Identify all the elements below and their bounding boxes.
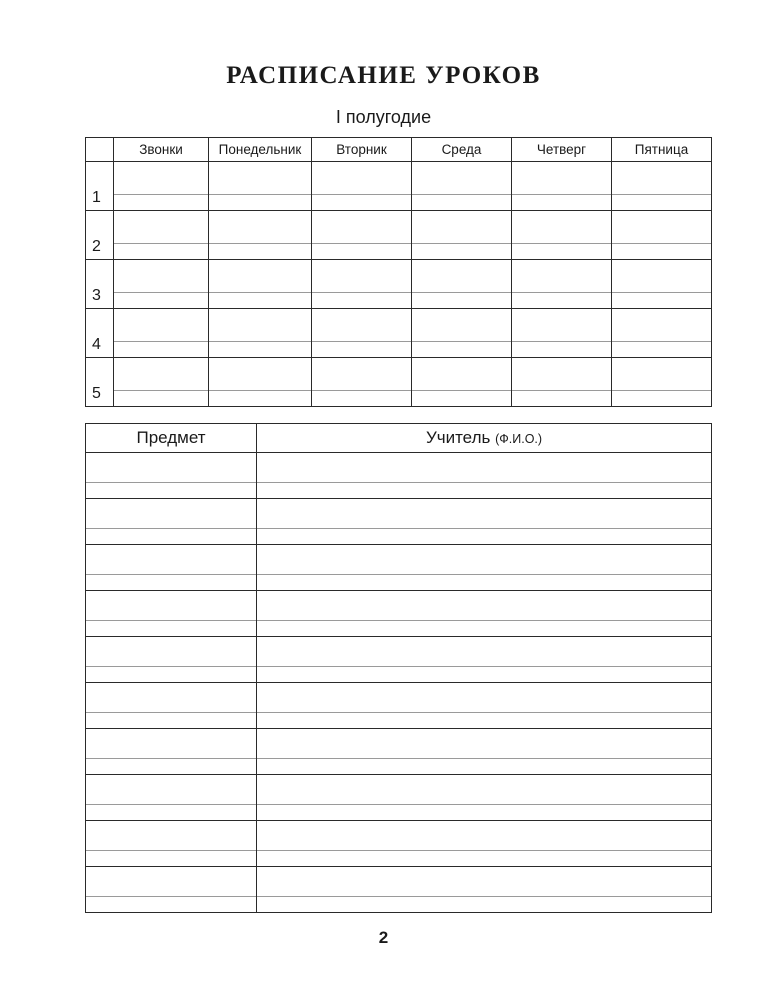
monday-cell[interactable] — [209, 211, 312, 260]
column-header-friday: Пятница — [612, 138, 712, 162]
wednesday-cell[interactable] — [412, 162, 512, 211]
teachers-table — [85, 423, 712, 913]
monday-cell[interactable] — [209, 162, 312, 211]
teacher-row — [86, 821, 712, 867]
schedule-row — [86, 309, 712, 358]
monday-cell[interactable] — [209, 309, 312, 358]
teacher-name-cell[interactable] — [257, 545, 712, 591]
friday-cell[interactable] — [612, 260, 712, 309]
wednesday-cell[interactable] — [412, 309, 512, 358]
bells-cell[interactable] — [114, 358, 209, 407]
friday-cell[interactable] — [612, 162, 712, 211]
teacher-name-cell[interactable] — [257, 683, 712, 729]
subject-cell[interactable] — [86, 821, 257, 867]
thursday-cell[interactable] — [512, 260, 612, 309]
page-number: 2 — [378, 928, 389, 947]
tuesday-cell[interactable] — [312, 162, 412, 211]
teacher-row — [86, 729, 712, 775]
lesson-number: 4 — [86, 309, 114, 358]
subject-cell[interactable] — [86, 637, 257, 683]
column-header-wednesday: Среда — [412, 138, 512, 162]
teacher-name-cell[interactable] — [257, 499, 712, 545]
bells-cell[interactable] — [114, 309, 209, 358]
lesson-number: 5 — [86, 358, 114, 407]
teacher-row — [86, 867, 712, 913]
column-header-subject: Предмет — [86, 424, 257, 453]
teacher-name-cell[interactable] — [257, 637, 712, 683]
schedule-row — [86, 162, 712, 211]
friday-cell[interactable] — [612, 309, 712, 358]
teacher-name-cell[interactable] — [257, 591, 712, 637]
lesson-number: 1 — [86, 162, 114, 211]
teacher-row — [86, 545, 712, 591]
schedule-row — [86, 211, 712, 260]
thursday-cell[interactable] — [512, 309, 612, 358]
friday-cell[interactable] — [612, 358, 712, 407]
teacher-name-cell[interactable] — [257, 775, 712, 821]
subject-cell[interactable] — [86, 453, 257, 499]
subject-cell[interactable] — [86, 683, 257, 729]
subject-cell[interactable] — [86, 775, 257, 821]
column-header-monday: Понедельник — [209, 138, 312, 162]
schedule-corner-cell — [86, 138, 114, 162]
tuesday-cell[interactable] — [312, 260, 412, 309]
schedule-row — [86, 358, 712, 407]
teacher-name-cell[interactable] — [257, 729, 712, 775]
schedule-header-row — [86, 138, 712, 162]
teacher-row — [86, 775, 712, 821]
schedule-table — [85, 137, 712, 407]
teacher-row — [86, 591, 712, 637]
page-title: РАСПИСАНИЕ УРОКОВ — [226, 62, 541, 89]
subject-cell[interactable] — [86, 867, 257, 913]
teacher-row — [86, 499, 712, 545]
teacher-name-cell[interactable] — [257, 453, 712, 499]
tuesday-cell[interactable] — [312, 309, 412, 358]
subject-cell[interactable] — [86, 591, 257, 637]
teacher-name-cell[interactable] — [257, 867, 712, 913]
thursday-cell[interactable] — [512, 358, 612, 407]
monday-cell[interactable] — [209, 260, 312, 309]
friday-cell[interactable] — [612, 211, 712, 260]
lesson-number: 3 — [86, 260, 114, 309]
bells-cell[interactable] — [114, 260, 209, 309]
page-subtitle: I полугодие — [335, 107, 432, 127]
wednesday-cell[interactable] — [412, 260, 512, 309]
teacher-row — [86, 683, 712, 729]
subject-cell[interactable] — [86, 545, 257, 591]
column-header-thursday: Четверг — [512, 138, 612, 162]
bells-cell[interactable] — [114, 211, 209, 260]
wednesday-cell[interactable] — [412, 211, 512, 260]
column-header-tuesday: Вторник — [312, 138, 412, 162]
teacher-header-label: Учитель — [425, 428, 491, 447]
teacher-header-note: (Ф.И.О.) — [495, 432, 543, 446]
thursday-cell[interactable] — [512, 211, 612, 260]
thursday-cell[interactable] — [512, 162, 612, 211]
column-header-bells: Звонки — [114, 138, 209, 162]
tuesday-cell[interactable] — [312, 358, 412, 407]
teacher-name-cell[interactable] — [257, 821, 712, 867]
monday-cell[interactable] — [209, 358, 312, 407]
teacher-row — [86, 453, 712, 499]
subject-cell[interactable] — [86, 729, 257, 775]
teacher-row — [86, 637, 712, 683]
schedule-row — [86, 260, 712, 309]
tuesday-cell[interactable] — [312, 211, 412, 260]
bells-cell[interactable] — [114, 162, 209, 211]
column-header-teacher — [257, 424, 712, 453]
teachers-header-row — [86, 424, 712, 453]
subject-cell[interactable] — [86, 499, 257, 545]
wednesday-cell[interactable] — [412, 358, 512, 407]
lesson-number: 2 — [86, 211, 114, 260]
